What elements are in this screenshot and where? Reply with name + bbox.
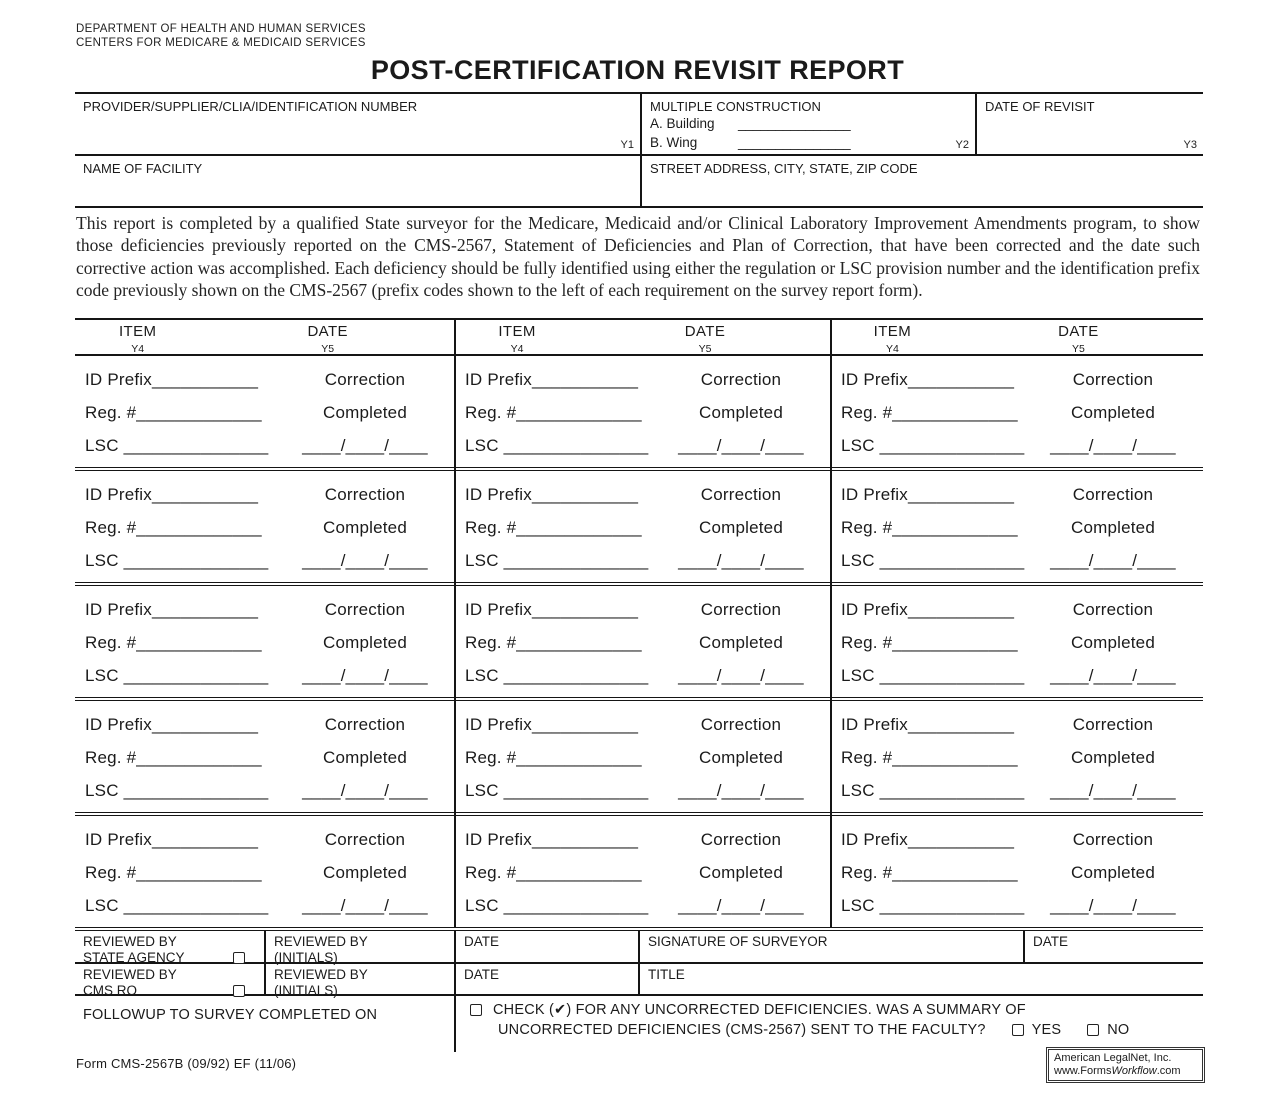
id-prefix-field[interactable]: ID Prefix___________ [85, 714, 259, 734]
yes-checkbox[interactable] [1012, 1024, 1024, 1036]
ref-y5: Y5 [1071, 343, 1085, 355]
review-row-3 [75, 996, 1203, 1052]
item-entry-cell [831, 356, 1203, 467]
correction-date-field[interactable]: ____/____/____ [1050, 780, 1176, 800]
american-legalnet-stamp [1048, 1049, 1203, 1081]
correction-label: Correction [324, 599, 406, 619]
date-label: DATE [464, 934, 500, 949]
correction-date-field[interactable]: ____/____/____ [302, 435, 428, 455]
date-label: DATE [1033, 934, 1069, 949]
id-prefix-field[interactable]: ID Prefix___________ [465, 829, 639, 849]
correction-label: Correction [324, 829, 406, 849]
lsc-field[interactable]: LSC _______________ [841, 780, 1025, 800]
completed-label: Completed [322, 862, 407, 882]
correction-label: Correction [324, 714, 406, 734]
info-row-2 [75, 156, 1203, 208]
review-section [75, 927, 1203, 1052]
followup-date-field[interactable] [75, 996, 454, 1052]
completed-label: Completed [698, 747, 783, 767]
provider-number-field[interactable] [75, 94, 640, 154]
facility-name-label: NAME OF FACILITY [83, 161, 203, 176]
deficiency-items-table [75, 318, 1203, 927]
correction-date-field[interactable]: ____/____/____ [678, 550, 804, 570]
ref-y1: Y1 [620, 139, 634, 151]
facility-info-table [75, 92, 1203, 208]
date-column-label: DATE [1058, 323, 1099, 340]
completed-label: Completed [322, 747, 407, 767]
date-of-revisit-label: DATE OF REVISIT [985, 99, 1095, 114]
item-column-label: ITEM [873, 323, 912, 340]
lsc-field[interactable]: LSC _______________ [85, 435, 269, 455]
centers-name: CENTERS FOR MEDICARE & MEDICAID SERVICES [76, 37, 366, 49]
item-column-label: ITEM [498, 323, 536, 340]
completed-label: Completed [1070, 747, 1155, 767]
date-column-label: DATE [307, 323, 348, 340]
item-entry-cell [75, 471, 455, 582]
completed-label: Completed [322, 632, 407, 652]
correction-date-field[interactable]: ____/____/____ [678, 665, 804, 685]
uncorrected-deficiencies-cell [454, 996, 1203, 1052]
lsc-field[interactable]: LSC _______________ [85, 780, 269, 800]
completed-label: Completed [698, 862, 783, 882]
completed-label: Completed [1070, 632, 1155, 652]
ref-y4: Y4 [131, 343, 145, 355]
provider-number-label: PROVIDER/SUPPLIER/CLIA/IDENTIFICATION NUMBER [83, 99, 418, 114]
items-table-header [75, 318, 1203, 356]
correction-label: Correction [324, 369, 406, 389]
item-row [75, 356, 1203, 467]
id-prefix-field[interactable]: ID Prefix___________ [465, 484, 639, 504]
ref-y2: Y2 [955, 139, 969, 151]
title-label: TITLE [648, 967, 685, 982]
id-prefix-field[interactable]: ID Prefix___________ [85, 829, 259, 849]
header-group-2 [455, 323, 831, 354]
reviewed-by-label: REVIEWED BY [274, 934, 368, 949]
lsc-field[interactable]: LSC _______________ [465, 435, 649, 455]
form-instructions: This report is completed by a qualified State surveyor for the Medicare, Medicaid and/or Clinical Laboratory Improvement Amendments program, to show those deficiencies previously reported on the CMS-2567, Statement of Deficiencies and Plan of Correction, that have been corrected and the date such corrective action was accomplished. Each deficiency should be fully identified using either the regulation or LSC provision number and the identification prefix code previously shown on the CMS-2567 (prefix codes shown to the left of each requirement on the survey report form). [76, 213, 1200, 301]
no-checkbox[interactable] [1087, 1024, 1099, 1036]
correction-label: Correction [700, 369, 782, 389]
item-entry-cell [75, 586, 455, 697]
lsc-field[interactable]: LSC _______________ [465, 550, 649, 570]
ref-y4: Y4 [510, 343, 524, 355]
completed-label: Completed [698, 632, 783, 652]
lsc-field[interactable]: LSC _______________ [841, 435, 1025, 455]
completed-label: Completed [698, 517, 783, 537]
id-prefix-field[interactable]: ID Prefix___________ [465, 599, 639, 619]
reg-number-field[interactable]: Reg. #_____________ [465, 632, 642, 652]
lsc-field[interactable]: LSC _______________ [465, 780, 649, 800]
street-address-label: STREET ADDRESS, CITY, STATE, ZIP CODE [650, 161, 918, 176]
correction-label: Correction [1072, 369, 1154, 389]
completed-label: Completed [1070, 517, 1155, 537]
correction-date-field[interactable]: ____/____/____ [678, 895, 804, 915]
initials-label: (INITIALS) [274, 950, 338, 965]
reviewed-by-state-agency-cell [75, 931, 264, 965]
check-instruction-line2: UNCORRECTED DEFICIENCIES (CMS-2567) SENT TO THE FACULTY? [498, 1022, 986, 1038]
item-entry-cell [455, 356, 831, 467]
lsc-field[interactable]: LSC _______________ [841, 665, 1025, 685]
state-agency-label: STATE AGENCY [83, 950, 185, 965]
correction-date-field[interactable]: ____/____/____ [678, 435, 804, 455]
lsc-field[interactable]: LSC _______________ [85, 550, 269, 570]
reviewed-by-cms-ro-cell [75, 964, 264, 998]
id-prefix-field[interactable]: ID Prefix___________ [841, 714, 1015, 734]
correction-label: Correction [324, 484, 406, 504]
correction-label: Correction [700, 484, 782, 504]
reg-number-field[interactable]: Reg. #_____________ [465, 517, 642, 537]
correction-date-field[interactable]: ____/____/____ [1050, 665, 1176, 685]
ref-y5: Y5 [321, 343, 335, 355]
completed-label: Completed [322, 402, 407, 422]
correction-label: Correction [1072, 829, 1154, 849]
legalnet-name: American LegalNet, Inc. [1054, 1052, 1172, 1064]
id-prefix-field[interactable]: ID Prefix___________ [85, 484, 259, 504]
reg-number-field[interactable]: Reg. #_____________ [85, 862, 262, 882]
id-prefix-field[interactable]: ID Prefix___________ [841, 829, 1015, 849]
item-entry-cell [831, 816, 1203, 927]
no-label: NO [1107, 1022, 1130, 1038]
item-entry-cell [831, 701, 1203, 812]
cms-initials-field[interactable] [264, 964, 454, 998]
lsc-field[interactable]: LSC _______________ [85, 665, 269, 685]
reg-number-field[interactable]: Reg. #_____________ [841, 402, 1018, 422]
wing-blank-field[interactable]: _______________ [738, 135, 851, 150]
item-column-label: ITEM [118, 323, 157, 340]
form-number: Form CMS-2567B (09/92) EF (11/06) [76, 1056, 297, 1071]
date-column-label: DATE [684, 323, 726, 340]
item-entry-cell [75, 701, 455, 812]
column-divider [454, 318, 456, 927]
yes-label: YES [1031, 1022, 1062, 1038]
lsc-field[interactable]: LSC _______________ [841, 895, 1025, 915]
id-prefix-field[interactable]: ID Prefix___________ [465, 714, 639, 734]
item-entry-cell [455, 701, 831, 812]
item-entry-cell [455, 586, 831, 697]
reg-number-field[interactable]: Reg. #_____________ [85, 402, 262, 422]
item-row [75, 816, 1203, 927]
state-review-date-field[interactable] [454, 931, 638, 962]
item-entry-cell [831, 586, 1203, 697]
state-initials-field[interactable] [264, 931, 454, 965]
signature-of-surveyor-label: SIGNATURE OF SURVEYOR [648, 934, 828, 949]
item-entry-cell [455, 816, 831, 927]
reg-number-field[interactable]: Reg. #_____________ [465, 402, 642, 422]
item-row [75, 586, 1203, 697]
id-prefix-field[interactable]: ID Prefix___________ [841, 369, 1015, 389]
lsc-field[interactable]: LSC _______________ [465, 665, 649, 685]
followup-label: FOLLOWUP TO SURVEY COMPLETED ON [83, 1007, 378, 1023]
completed-label: Completed [322, 517, 407, 537]
multiple-construction-label: MULTIPLE CONSTRUCTION [650, 99, 821, 114]
correction-label: Correction [700, 714, 782, 734]
reg-number-field[interactable]: Reg. #_____________ [841, 632, 1018, 652]
wing-label: B. Wing [650, 135, 698, 150]
id-prefix-field[interactable]: ID Prefix___________ [841, 599, 1015, 619]
legalnet-url: www.FormsWorkflow.com [1054, 1065, 1181, 1077]
cms-ro-label: CMS RO [83, 983, 137, 998]
surveyor-signature-field[interactable] [638, 931, 1023, 962]
reg-number-field[interactable]: Reg. #_____________ [841, 862, 1018, 882]
items-grid-blocks [75, 356, 1203, 927]
reg-number-field[interactable]: Reg. #_____________ [465, 747, 642, 767]
item-row [75, 701, 1203, 812]
date-label: DATE [464, 967, 500, 982]
correction-label: Correction [1072, 599, 1154, 619]
item-entry-cell [75, 356, 455, 467]
page-title: POST-CERTIFICATION REVISIT REPORT [370, 55, 905, 85]
correction-date-field[interactable]: ____/____/____ [1050, 550, 1176, 570]
id-prefix-field[interactable]: ID Prefix___________ [85, 599, 259, 619]
street-address-field[interactable] [640, 156, 1203, 206]
reg-number-field[interactable]: Reg. #_____________ [465, 862, 642, 882]
reg-number-field[interactable]: Reg. #_____________ [841, 747, 1018, 767]
correction-date-field[interactable]: ____/____/____ [302, 895, 428, 915]
column-divider [830, 318, 832, 927]
initials-label: (INITIALS) [274, 983, 338, 998]
correction-label: Correction [1072, 714, 1154, 734]
completed-label: Completed [1070, 862, 1155, 882]
reviewed-by-label: REVIEWED BY [83, 934, 177, 949]
reg-number-field[interactable]: Reg. #_____________ [85, 517, 262, 537]
item-entry-cell [75, 816, 455, 927]
header-group-3 [831, 323, 1203, 354]
check-instruction-line1: CHECK (✔) FOR ANY UNCORRECTED DEFICIENCIES. WAS A SUMMARY OF [493, 1002, 1026, 1018]
correction-label: Correction [1072, 484, 1154, 504]
reviewed-by-label: REVIEWED BY [83, 967, 177, 982]
review-row-2 [75, 964, 1203, 996]
department-name: DEPARTMENT OF HEALTH AND HUMAN SERVICES [76, 23, 366, 35]
item-row [75, 471, 1203, 582]
lsc-field[interactable]: LSC _______________ [841, 550, 1025, 570]
id-prefix-field[interactable]: ID Prefix___________ [85, 369, 259, 389]
facility-name-field[interactable] [75, 156, 640, 206]
building-label: A. Building [650, 116, 715, 131]
header-group-1 [75, 323, 455, 354]
completed-label: Completed [698, 402, 783, 422]
reg-number-field[interactable]: Reg. #_____________ [85, 632, 262, 652]
state-agency-checkbox[interactable] [233, 952, 245, 964]
completed-label: Completed [1070, 402, 1155, 422]
uncorrected-deficiencies-checkbox[interactable] [470, 1004, 482, 1016]
correction-label: Correction [700, 829, 782, 849]
building-blank-field[interactable]: _______________ [738, 116, 851, 131]
item-entry-cell [831, 471, 1203, 582]
ref-y4: Y4 [885, 343, 899, 355]
correction-date-field[interactable]: ____/____/____ [1050, 435, 1176, 455]
id-prefix-field[interactable]: ID Prefix___________ [465, 369, 639, 389]
surveyor-title-field[interactable] [638, 964, 1203, 994]
correction-date-field[interactable]: ____/____/____ [302, 780, 428, 800]
lsc-field[interactable]: LSC _______________ [465, 895, 649, 915]
agency-header [76, 22, 366, 50]
info-row-1 [75, 94, 1203, 156]
lsc-field[interactable]: LSC _______________ [85, 895, 269, 915]
correction-date-field[interactable]: ____/____/____ [678, 780, 804, 800]
reg-number-field[interactable]: Reg. #_____________ [85, 747, 262, 767]
id-prefix-field[interactable]: ID Prefix___________ [841, 484, 1015, 504]
correction-date-field[interactable]: ____/____/____ [302, 550, 428, 570]
correction-date-field[interactable]: ____/____/____ [302, 665, 428, 685]
reviewed-by-label: REVIEWED BY [274, 967, 368, 982]
reg-number-field[interactable]: Reg. #_____________ [841, 517, 1018, 537]
ref-y5: Y5 [698, 343, 712, 355]
correction-date-field[interactable]: ____/____/____ [1050, 895, 1176, 915]
item-entry-cell [455, 471, 831, 582]
correction-label: Correction [700, 599, 782, 619]
review-row-1 [75, 931, 1203, 964]
date-of-revisit-field[interactable] [975, 94, 1203, 154]
ref-y3: Y3 [1183, 139, 1197, 151]
signature-date-field[interactable] [1023, 931, 1203, 962]
cms-review-date-field[interactable] [454, 964, 638, 994]
multiple-construction-cell [640, 94, 975, 154]
